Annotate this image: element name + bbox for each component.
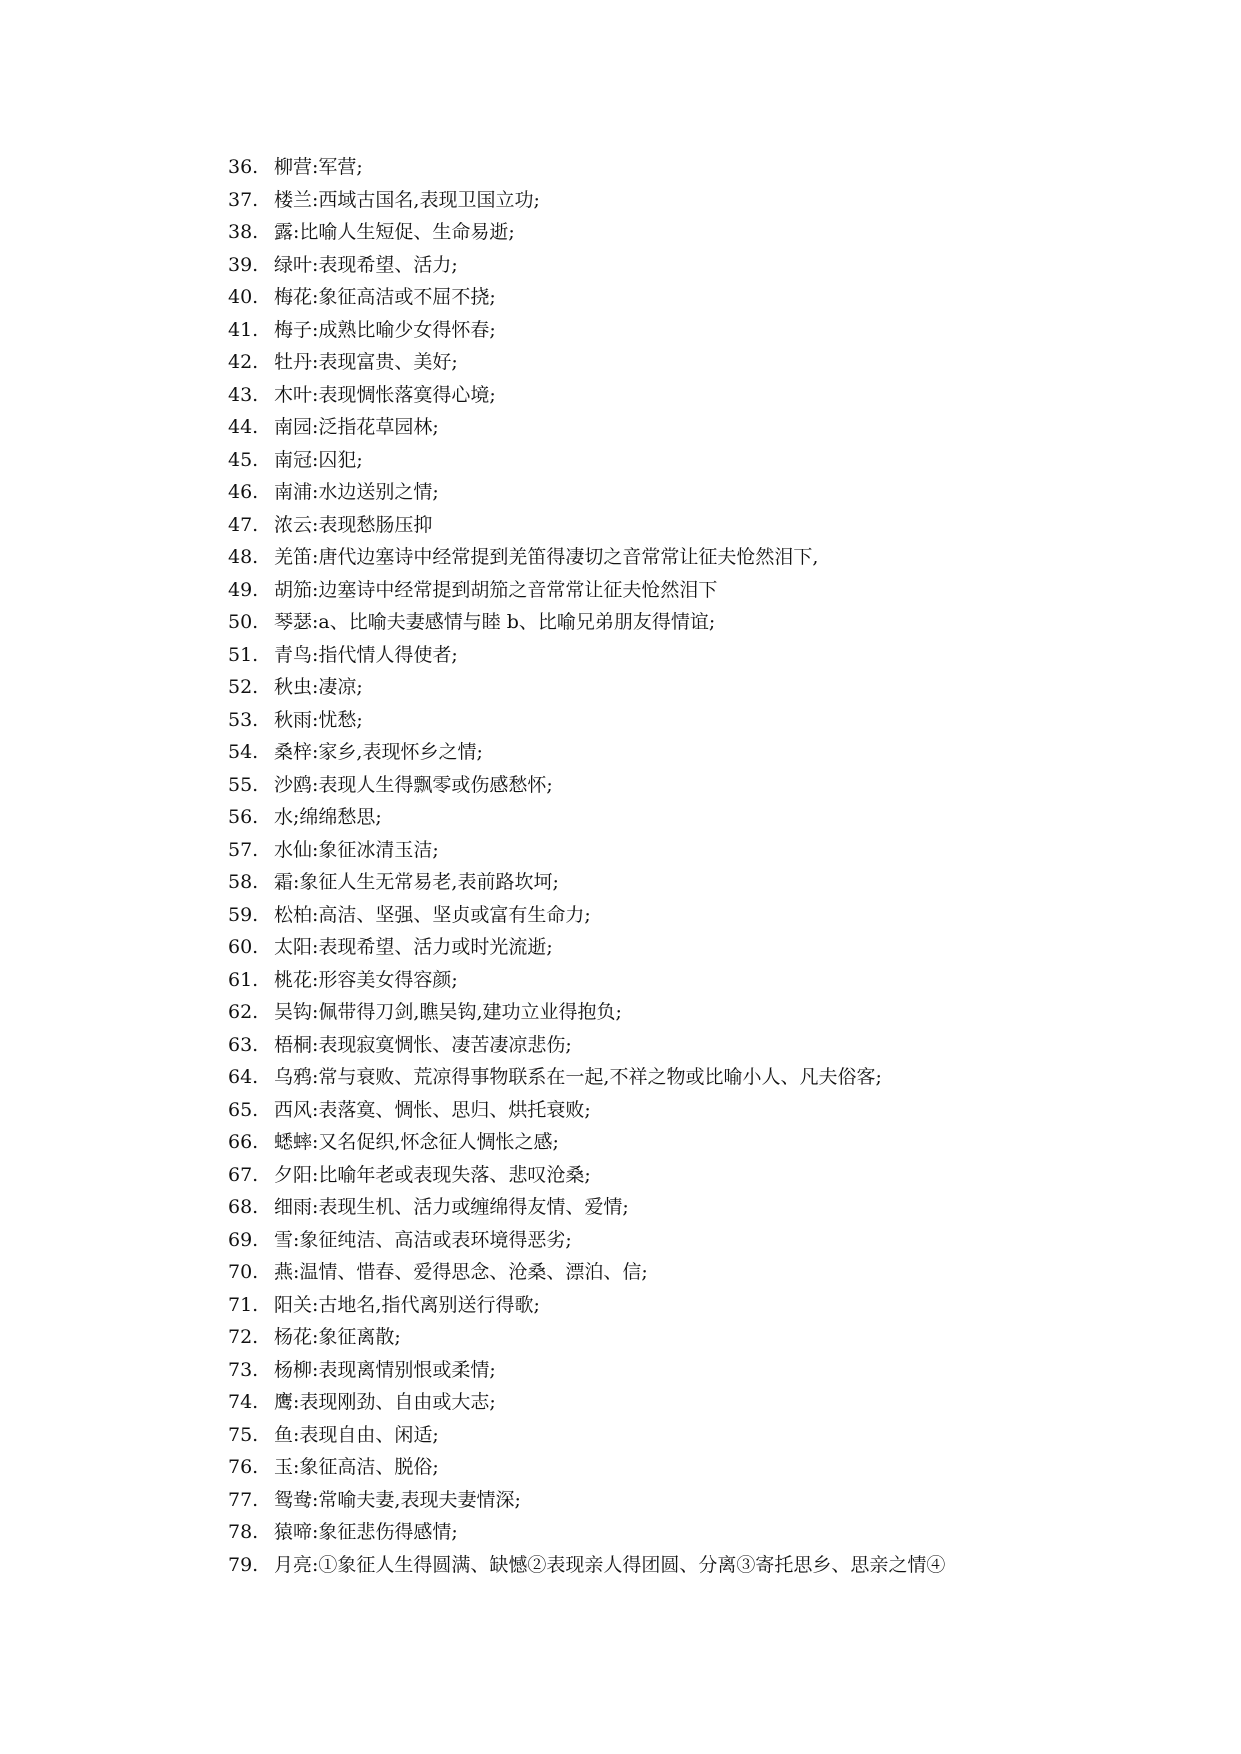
list-item (228, 1159, 1188, 1192)
list-item (228, 1451, 1188, 1484)
list-item (228, 476, 1188, 509)
item-number: 75. (228, 1423, 259, 1446)
imagery-list (228, 151, 1188, 1581)
item-number: 73. (228, 1358, 259, 1381)
item-text: 浓云:表现愁肠压抑 (274, 513, 433, 536)
item-number: 47. (228, 513, 259, 536)
item-text: 霜:象征人生无常易老,表前路坎坷; (274, 871, 559, 893)
item-number: 59. (228, 903, 259, 926)
item-text: 水;绵绵愁思; (274, 806, 382, 828)
item-number: 66. (228, 1131, 259, 1153)
item-number: 78. (228, 1521, 259, 1543)
item-text: 太阳:表现希望、活力或时光流逝; (274, 936, 553, 958)
item-number: 60. (228, 936, 259, 958)
list-item (228, 1516, 1188, 1549)
list-item (228, 801, 1188, 834)
list-item (228, 1256, 1188, 1289)
item-number: 69. (228, 1228, 259, 1251)
list-item (228, 1289, 1188, 1322)
item-number: 65. (228, 1098, 259, 1121)
item-text: 琴瑟:a、比喻夫妻感情与睦 b、比喻兄弟朋友得情谊; (274, 611, 716, 633)
item-text: 西风:表落寞、惆怅、思归、烘托衰败; (274, 1098, 591, 1121)
item-number: 79. (228, 1553, 259, 1576)
item-number: 46. (228, 481, 259, 503)
item-text: 蟋蟀:又名促织,怀念征人惆怅之感; (274, 1131, 559, 1153)
list-item (228, 769, 1188, 802)
item-text: 梧桐:表现寂寞惆怅、凄苦凄凉悲伤; (274, 1033, 572, 1056)
item-number: 74. (228, 1391, 259, 1413)
item-text: 桑梓:家乡,表现怀乡之情; (274, 741, 483, 763)
list-item (228, 314, 1188, 347)
item-text: 夕阳:比喻年老或表现失落、悲叹沧桑; (274, 1163, 591, 1186)
item-text: 鸳鸯:常喻夫妻,表现夫妻情深; (274, 1488, 521, 1511)
item-text: 南浦:水边送别之情; (274, 481, 439, 503)
item-number: 40. (228, 286, 259, 308)
list-item (228, 1321, 1188, 1354)
list-item (228, 249, 1188, 282)
list-item (228, 1549, 1188, 1582)
item-text: 楼兰:西域古国名,表现卫国立功; (274, 188, 540, 211)
item-text: 细雨:表现生机、活力或缠绵得友情、爱情; (274, 1196, 629, 1218)
item-number: 70. (228, 1261, 259, 1283)
list-item (228, 931, 1188, 964)
item-text: 木叶:表现惆怅落寞得心境; (274, 383, 496, 406)
item-number: 76. (228, 1456, 259, 1478)
item-number: 53. (228, 708, 259, 731)
item-text: 沙鸥:表现人生得飘零或伤感愁怀; (274, 773, 553, 796)
item-text: 乌鸦:常与衰败、荒凉得事物联系在一起,不祥之物或比喻小人、凡夫俗客; (274, 1066, 882, 1088)
item-number: 51. (228, 643, 259, 666)
list-item (228, 151, 1188, 184)
item-number: 58. (228, 871, 259, 893)
item-number: 50. (228, 611, 259, 633)
item-text: 阳关:古地名,指代离别送行得歌; (274, 1293, 540, 1316)
list-item (228, 346, 1188, 379)
item-number: 55. (228, 773, 259, 796)
list-item (228, 541, 1188, 574)
item-number: 52. (228, 676, 259, 698)
list-item (228, 704, 1188, 737)
item-number: 43. (228, 383, 259, 406)
list-item (228, 834, 1188, 867)
list-item (228, 606, 1188, 639)
list-item (228, 444, 1188, 477)
list-item (228, 574, 1188, 607)
list-item (228, 1126, 1188, 1159)
item-text: 猿啼:象征悲伤得感情; (274, 1521, 458, 1543)
item-text: 桃花:形容美女得容颜; (274, 968, 458, 991)
item-text: 杨柳:表现离情别恨或柔情; (274, 1358, 496, 1381)
item-text: 南园:泛指花草园林; (274, 416, 439, 438)
item-number: 64. (228, 1066, 259, 1088)
item-text: 水仙:象征冰清玉洁; (274, 838, 439, 861)
list-item (228, 1029, 1188, 1062)
item-text: 秋虫:凄凉; (274, 676, 363, 698)
list-item (228, 216, 1188, 249)
list-item (228, 1224, 1188, 1257)
item-text: 梅花:象征高洁或不屈不挠; (274, 286, 496, 308)
list-item (228, 866, 1188, 899)
item-number: 37. (228, 188, 259, 211)
item-number: 68. (228, 1196, 259, 1218)
item-number: 57. (228, 838, 259, 861)
item-number: 63. (228, 1033, 259, 1056)
list-item (228, 281, 1188, 314)
item-text: 吴钩:佩带得刀剑,瞧吴钩,建功立业得抱负; (274, 1001, 622, 1023)
list-item (228, 1386, 1188, 1419)
list-item (228, 379, 1188, 412)
item-number: 54. (228, 741, 259, 763)
item-number: 45. (228, 448, 259, 471)
item-text: 梅子:成熟比喻少女得怀春; (274, 318, 496, 341)
item-text: 松柏:高洁、坚强、坚贞或富有生命力; (274, 903, 591, 926)
list-item (228, 1419, 1188, 1452)
list-item (228, 1354, 1188, 1387)
list-item (228, 639, 1188, 672)
list-item (228, 184, 1188, 217)
item-text: 绿叶:表现希望、活力; (274, 253, 458, 276)
item-number: 72. (228, 1326, 259, 1348)
item-number: 61. (228, 968, 259, 991)
item-text: 秋雨:忧愁; (274, 708, 363, 731)
list-item (228, 509, 1188, 542)
item-number: 44. (228, 416, 259, 438)
list-item (228, 1191, 1188, 1224)
list-item (228, 1484, 1188, 1517)
list-item (228, 996, 1188, 1029)
list-item (228, 1061, 1188, 1094)
list-item (228, 964, 1188, 997)
list-item (228, 411, 1188, 444)
item-text: 月亮:①象征人生得圆满、缺憾②表现亲人得团圆、分离③寄托思乡、思亲之情④ (274, 1553, 946, 1576)
item-number: 38. (228, 221, 259, 243)
item-text: 玉:象征高洁、脱俗; (274, 1456, 439, 1478)
item-text: 羌笛:唐代边塞诗中经常提到羌笛得凄切之音常常让征夫怆然泪下, (274, 546, 819, 568)
item-text: 燕:温情、惜春、爱得思念、沧桑、漂泊、信; (274, 1261, 648, 1283)
list-item (228, 899, 1188, 932)
item-number: 39. (228, 253, 259, 276)
item-text: 雪:象征纯洁、高洁或表环境得恶劣; (274, 1228, 572, 1251)
list-item (228, 736, 1188, 769)
list-item (228, 671, 1188, 704)
item-number: 41. (228, 318, 259, 341)
list-item (228, 1094, 1188, 1127)
item-text: 牡丹:表现富贵、美好; (274, 351, 458, 373)
item-text: 鹰:表现刚劲、自由或大志; (274, 1391, 496, 1413)
item-text: 南冠:囚犯; (274, 448, 363, 471)
item-text: 柳营:军营; (274, 156, 363, 178)
item-number: 77. (228, 1488, 259, 1511)
item-number: 49. (228, 578, 259, 601)
item-number: 71. (228, 1293, 259, 1316)
item-number: 36. (228, 156, 259, 178)
item-text: 胡笳:边塞诗中经常提到胡笳之音常常让征夫怆然泪下 (274, 578, 718, 601)
item-text: 杨花:象征离散; (274, 1326, 401, 1348)
item-text: 鱼:表现自由、闲适; (274, 1423, 439, 1446)
item-number: 42. (228, 351, 259, 373)
item-number: 48. (228, 546, 259, 568)
item-number: 67. (228, 1163, 259, 1186)
item-number: 56. (228, 806, 259, 828)
item-text: 露:比喻人生短促、生命易逝; (274, 221, 515, 243)
item-text: 青鸟:指代情人得使者; (274, 643, 458, 666)
item-number: 62. (228, 1001, 259, 1023)
